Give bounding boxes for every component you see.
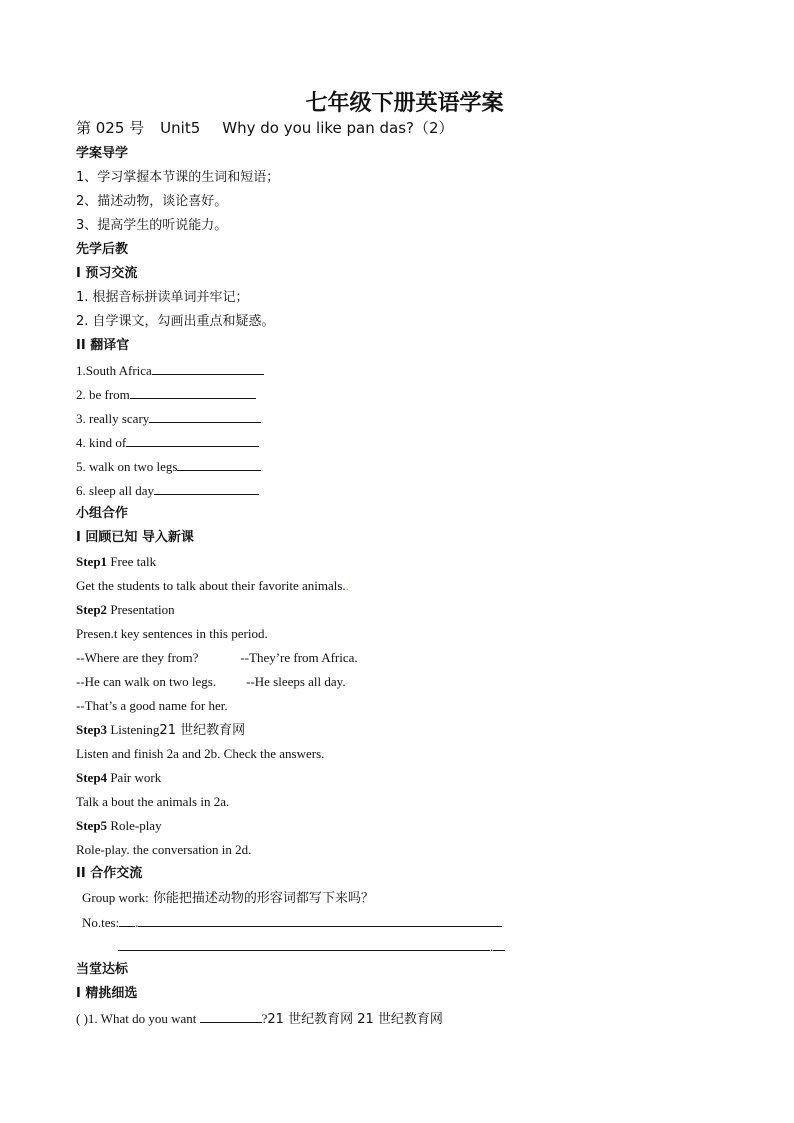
answer-blank[interactable]: [149, 409, 261, 423]
notes-mark: .: [490, 939, 494, 954]
answer-blank[interactable]: [177, 457, 261, 471]
translate-item: [76, 409, 261, 428]
step-heading: [76, 601, 175, 619]
lesson-topic: Why do you like pan das?（2）: [222, 119, 454, 137]
stray-mark: .: [345, 578, 349, 593]
section-heading-preview: 先学后教: [76, 242, 129, 257]
guide-item: 3、提高学生的听说能力。: [76, 218, 228, 233]
notes-line: [82, 913, 502, 932]
translate-item: [76, 481, 259, 500]
guide-item: 2、描述动物，谈论喜好。: [76, 194, 228, 209]
step-title: Free talk: [107, 554, 157, 569]
subsection-heading: I 精挑细选: [76, 986, 138, 1001]
notes-blank[interactable]: [138, 913, 502, 927]
worksheet-number: 第 025 号: [76, 119, 145, 137]
step-heading: [76, 553, 156, 571]
answer-blank[interactable]: [200, 1009, 262, 1023]
step-label: Step3: [76, 722, 108, 737]
translate-phrase: 3. really scary: [76, 411, 150, 426]
section-heading-practice: 当堂达标: [76, 962, 129, 977]
step-label: Step4: [76, 770, 108, 785]
step-detail: Listen and finish 2a and 2b. Check the answers.: [76, 746, 325, 761]
translate-phrase: 6. sleep all day: [76, 483, 154, 498]
notes-mark: .: [135, 915, 139, 930]
section-heading-guide: 学案导学: [76, 146, 129, 161]
translate-item: [76, 385, 256, 404]
answer-blank[interactable]: [126, 433, 259, 447]
translate-item: [76, 361, 264, 380]
subsection-heading: I 回顾已知 导入新课: [76, 530, 194, 545]
dialog-answer: --They’re from Africa.: [240, 650, 358, 665]
translate-phrase: 5. walk on two legs: [76, 459, 178, 474]
preview-item: 1. 根据音标拼读单词并牢记；: [76, 290, 249, 305]
translate-phrase: 2. be from: [76, 387, 130, 402]
question-line: [76, 1009, 443, 1029]
translate-item: [76, 457, 261, 476]
group-work-label: Group work:: [82, 890, 149, 905]
answer-blank[interactable]: [130, 385, 256, 399]
step-detail: [76, 577, 349, 595]
translate-item: [76, 433, 259, 452]
question-mark: ?: [261, 1011, 268, 1026]
step-label: Step5: [76, 818, 108, 833]
answer-blank[interactable]: [152, 361, 264, 375]
step-detail: Talk a bout the animals in 2a.: [76, 794, 230, 809]
dialog-line: --That’s a good name for her.: [76, 698, 228, 713]
subsection-heading: II 翻译官: [76, 338, 130, 353]
notes-blank[interactable]: [119, 913, 135, 927]
step-detail: Role-play. the conversation in 2d.: [76, 842, 252, 857]
notes-line: [118, 937, 505, 956]
step-heading: [76, 817, 162, 835]
notes-blank[interactable]: [118, 937, 490, 951]
subsection-heading: I 预习交流: [76, 266, 138, 281]
step-title: Presentation: [107, 602, 175, 617]
question-text: 1. What do you want: [87, 1011, 200, 1026]
notes-blank[interactable]: [493, 937, 505, 951]
step-title: Role-play: [107, 818, 162, 833]
dialog-answer: --He sleeps all day.: [246, 674, 346, 689]
step-heading: [76, 769, 161, 787]
step-title: Listening: [107, 722, 160, 737]
answer-paren[interactable]: ( ): [76, 1011, 88, 1026]
step-detail: Presen.t key sentences in this period.: [76, 626, 268, 641]
unit-label: Unit5: [160, 119, 201, 137]
page-title: 七年级下册英语学案: [305, 91, 504, 116]
dialog-line: [76, 649, 358, 667]
preview-item: 2. 自学课文，勾画出重点和疑惑。: [76, 314, 275, 329]
translate-phrase: 1.South Africa: [76, 363, 152, 378]
step-label: Step2: [76, 602, 108, 617]
section-heading-group: 小组合作: [76, 506, 129, 521]
step-heading: [76, 721, 245, 740]
group-work-prompt: [82, 889, 374, 908]
notes-label: No.tes:: [82, 915, 120, 930]
watermark-text: 21 世纪教育网: [159, 723, 246, 738]
dialog-line: [76, 673, 346, 691]
step-title: Pair work: [107, 770, 162, 785]
dialog-question: --Where are they from?: [76, 650, 199, 665]
dialog-question: --He can walk on two legs.: [76, 674, 217, 689]
step-detail-text: Get the students to talk about their favorite animals.: [76, 578, 346, 593]
step-label: Step1: [76, 554, 108, 569]
subsection-heading: II 合作交流: [76, 866, 143, 881]
translate-phrase: 4. kind of: [76, 435, 127, 450]
guide-item: 1、学习掌握本节课的生词和短语；: [76, 170, 280, 185]
watermark-text: 21 世纪教育网 21 世纪教育网: [267, 1012, 443, 1027]
header-line: [76, 119, 454, 137]
group-work-question: 你能把描述动物的形容词都写下来吗？: [148, 891, 374, 906]
answer-blank[interactable]: [154, 481, 259, 495]
